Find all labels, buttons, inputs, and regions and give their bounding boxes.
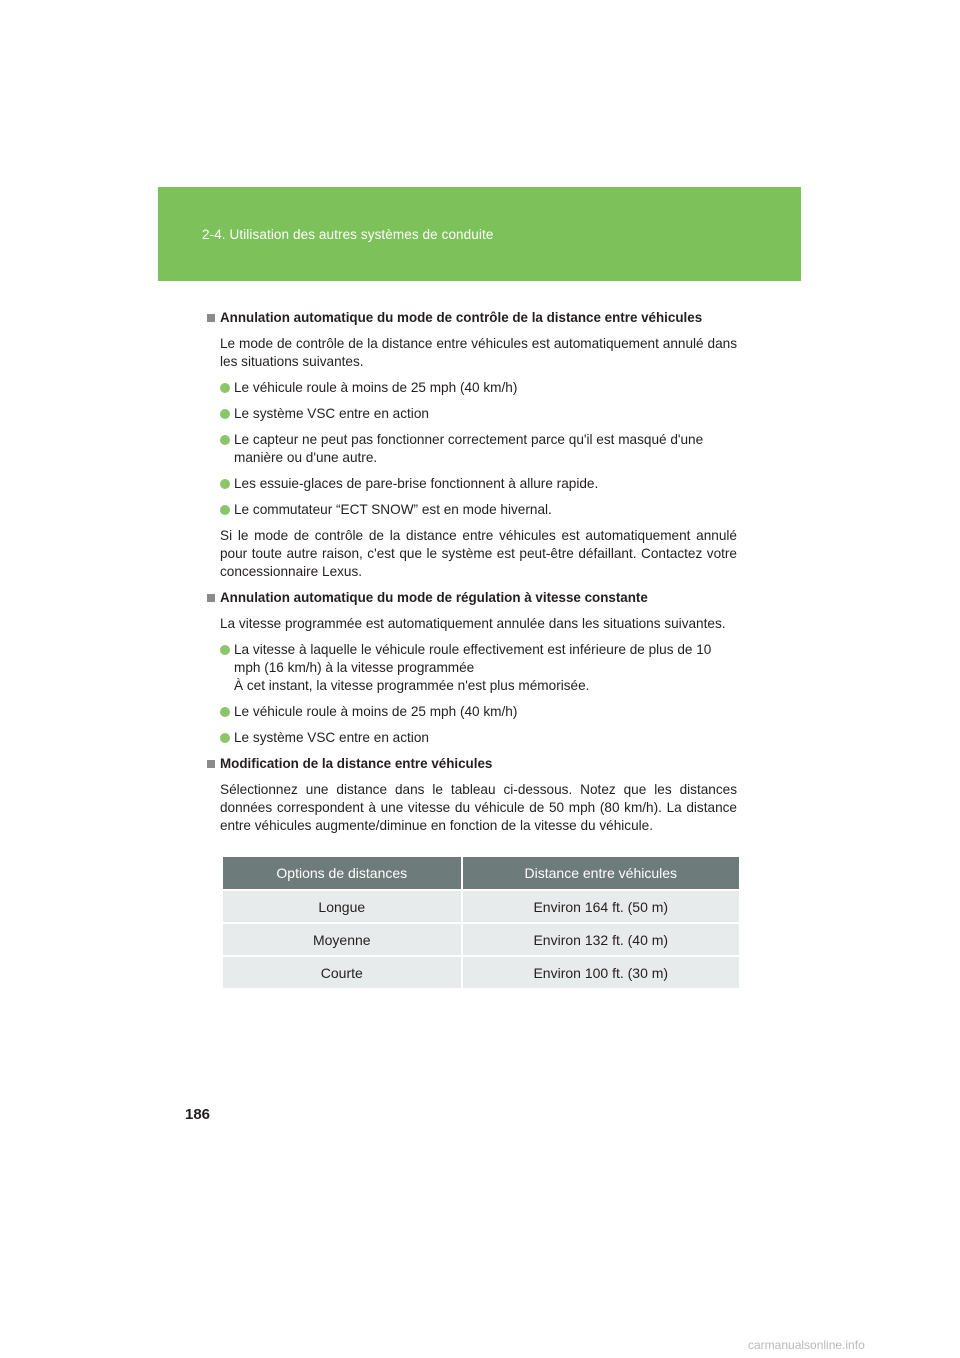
table-cell: Environ 100 ft. (30 m) <box>462 956 739 988</box>
list-item <box>220 475 737 493</box>
list-item-text: Le capteur ne peut pas fonctionner correctement parce qu'il est masqué d'une manière ou d'une autre. <box>234 432 704 465</box>
column-header: Options de distances <box>223 857 462 890</box>
section-intro: Le mode de contrôle de la distance entre véhicules est automatiquement annulé dans les situations suivantes. <box>220 336 737 369</box>
section-title-text: Annulation automatique du mode de contrôle de la distance entre véhicules <box>220 310 703 325</box>
table-row <box>223 956 739 988</box>
bullet-icon <box>220 707 230 717</box>
list-item-text: Le système VSC entre en action <box>234 406 429 421</box>
section-title <box>207 589 737 607</box>
table-cell: Moyenne <box>223 923 462 956</box>
section-title-text: Annulation automatique du mode de régulation à vitesse constante <box>220 590 648 605</box>
square-marker-icon <box>207 760 215 768</box>
list-item-text: Les essuie-glaces de pare-brise fonctionnent à allure rapide. <box>234 476 599 491</box>
bullet-icon <box>220 505 230 515</box>
table-cell: Environ 164 ft. (50 m) <box>462 890 739 923</box>
table-cell: Courte <box>223 956 462 988</box>
table-header-row <box>223 857 739 890</box>
page-number: 186 <box>185 1106 211 1123</box>
column-header: Distance entre véhicules <box>462 857 739 890</box>
section-title-text: Modification de la distance entre véhicules <box>220 756 493 771</box>
bullet-icon <box>220 479 230 489</box>
square-marker-icon <box>207 314 215 322</box>
list-item-text: La vitesse à laquelle le véhicule roule effectivement est inférieure de plus de 10 mph (16 km/h) à la vitesse programmée <box>234 642 712 675</box>
bullet-icon <box>220 383 230 393</box>
list-item <box>220 641 737 695</box>
list-item <box>220 405 737 423</box>
bullet-icon <box>220 733 230 743</box>
bullet-icon <box>220 409 230 419</box>
section-title <box>207 755 737 773</box>
list-item-text: Le commutateur “ECT SNOW” est en mode hivernal. <box>234 502 552 517</box>
header-title: 2-4. Utilisation des autres systèmes de conduite <box>202 227 494 242</box>
page-content <box>207 309 737 843</box>
table-row <box>223 923 739 956</box>
bullet-icon <box>220 645 230 655</box>
table-cell: Longue <box>223 890 462 923</box>
section-intro: Sélectionnez une distance dans le tableau ci-dessous. Notez que les distances données correspondent à une vitesse du véhicule de 50 mph (80 km/h). La distance entre véhicules augmente/diminue en fonction de la vitesse du véhicule. <box>220 782 737 833</box>
watermark: carmanualsonline.info <box>748 1338 865 1352</box>
list-item <box>220 703 737 721</box>
section-header <box>158 187 801 281</box>
square-marker-icon <box>207 594 215 602</box>
table-cell: Environ 132 ft. (40 m) <box>462 923 739 956</box>
list-item-text: Le véhicule roule à moins de 25 mph (40 km/h) <box>234 704 518 719</box>
bullet-icon <box>220 435 230 445</box>
list-item-text: Le système VSC entre en action <box>234 730 429 745</box>
list-item-note: À cet instant, la vitesse programmée n'est plus mémorisée. <box>234 678 590 693</box>
section-title <box>207 309 737 327</box>
section-intro: La vitesse programmée est automatiquement annulée dans les situations suivantes. <box>220 616 726 631</box>
list-item <box>220 379 737 397</box>
section-outro: Si le mode de contrôle de la distance entre véhicules est automatiquement annulé pour toute autre raison, c'est que le système est peut-être défaillant. Contactez votre concessionnaire Lexus. <box>220 528 737 579</box>
table-row <box>223 890 739 923</box>
list-item-text: Le véhicule roule à moins de 25 mph (40 km/h) <box>234 380 518 395</box>
distance-table <box>223 857 739 988</box>
list-item <box>220 729 737 747</box>
list-item <box>220 501 737 519</box>
list-item <box>220 431 737 467</box>
